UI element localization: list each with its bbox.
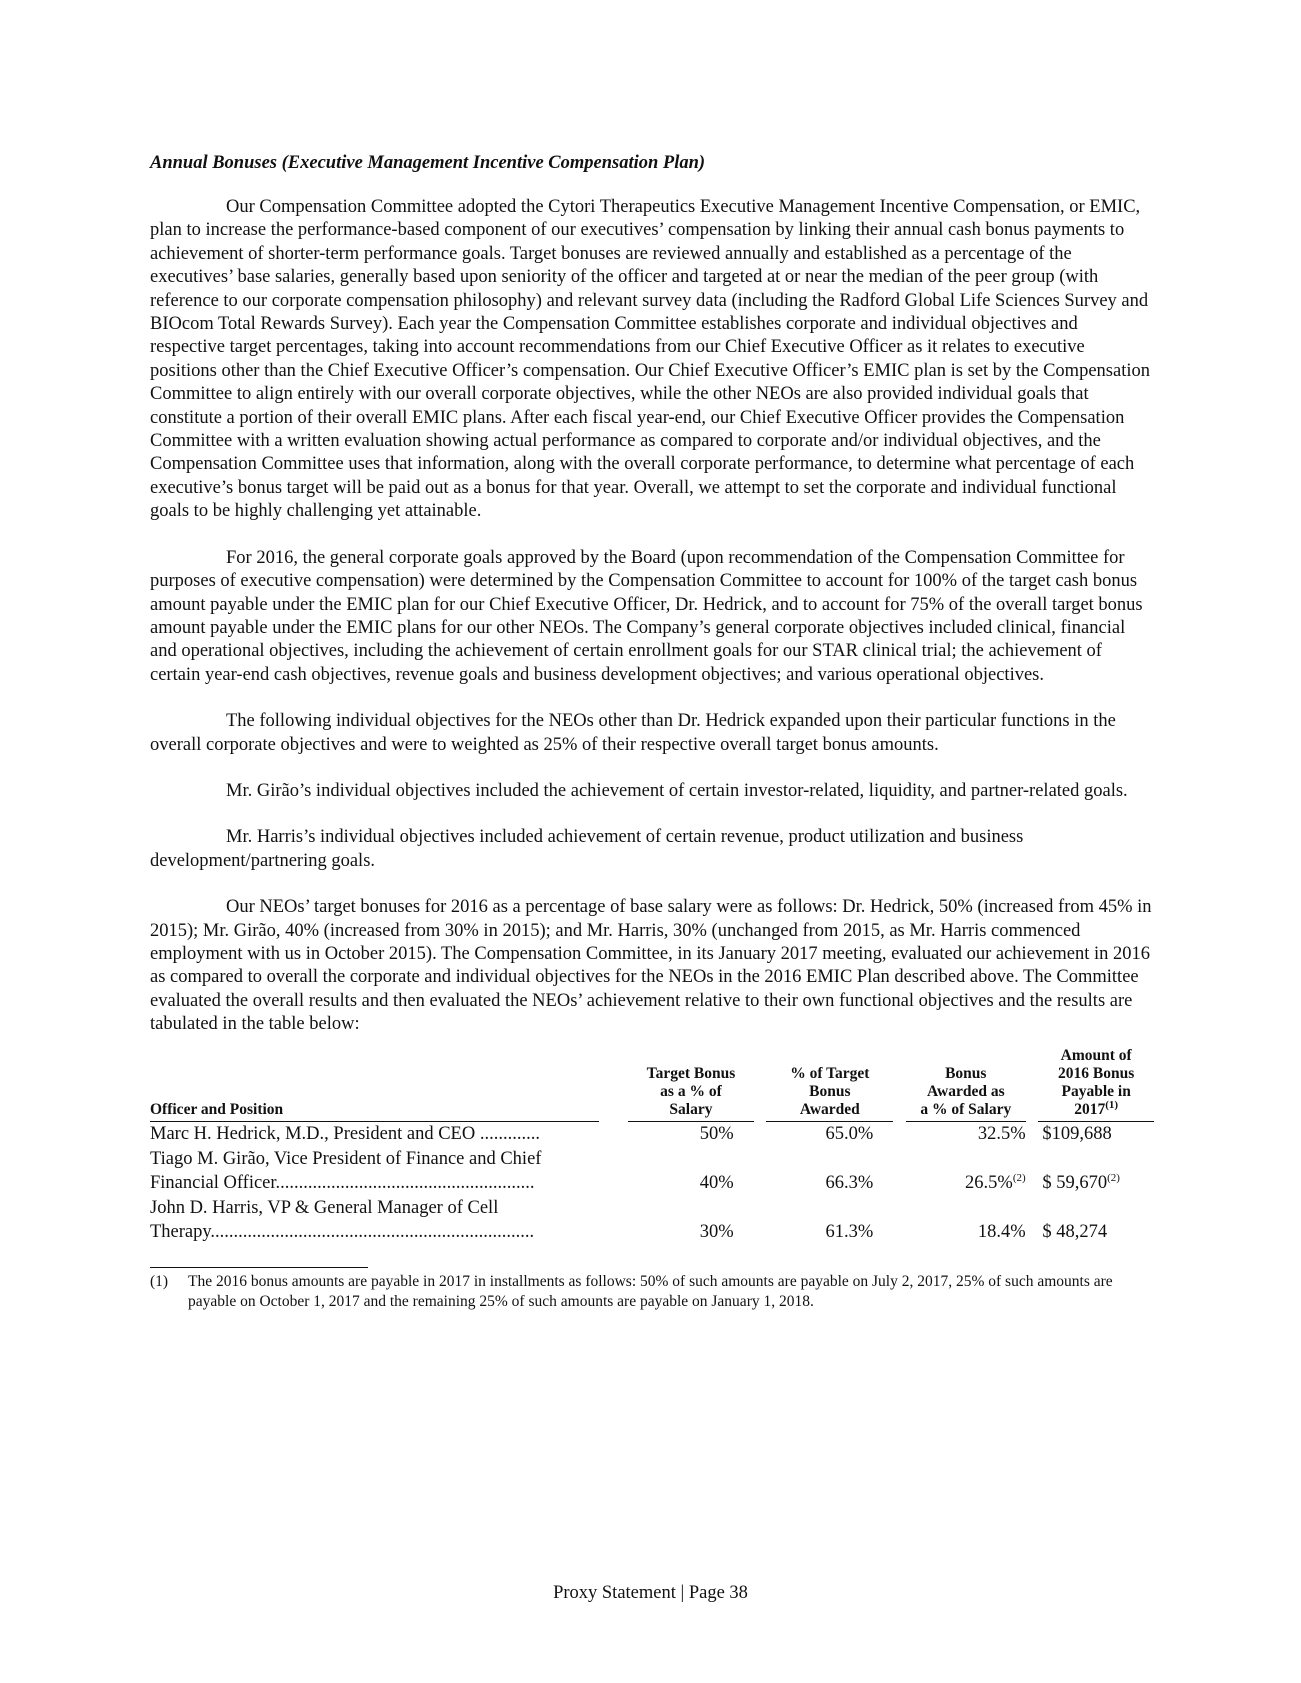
table-row [150, 1196, 1154, 1245]
paragraph-emic-overview: Our Compensation Committee adopted the Cytori Therapeutics Executive Management Incentive Compensation, or EMIC, plan to increase the performance-based component of our executives’ compensation by linking their annual cash bonus payments to achievement of shorter-term performance goals. Target bonuses are reviewed annually and established as a percentage of the executives’ base salaries, generally based upon seniority of the officer and targeted at or near the median of the peer group (with reference to our corporate compensation philosophy) and relevant survey data (including the Radford Global Life Sciences Survey and BIOcom Total Rewards Survey). Each year the Compensation Committee establishes corporate and individual objectives and respective target percentages, taking into account recommendations from our Chief Executive Officer as it relates to executive positions other than the Chief Executive Officer’s compensation. Our Chief Executive Officer’s EMIC plan is set by the Compensation Committee to align entirely with our overall corporate objectives, while the other NEOs are also provided individual goals that constitute a portion of their overall EMIC plans. After each fiscal year-end, our Chief Executive Officer provides the Compensation Committee with a written evaluation showing actual performance as compared to corporate and/or individual objectives, and the Compensation Committee uses that information, along with the overall corporate performance, to determine what percentage of each executive’s bonus target will be paid out as a bonus for that year. Overall, we attempt to set the corporate and individual functional goals to be highly challenging yet attainable. [150, 197, 1150, 522]
pct-target-value: 66.3% [825, 1172, 874, 1193]
amount-value: $ 48,274 [1042, 1221, 1108, 1242]
table-row [150, 1121, 1154, 1147]
table-header-row [150, 1047, 1154, 1122]
footnote [150, 1272, 1154, 1311]
header-target-bonus: Target Bonus as a % of Salary [628, 1047, 754, 1122]
header-amount: Amount of 2016 Bonus Payable in 2017$^{(1)}$ [1038, 1047, 1154, 1122]
officer-name: John D. Harris, VP & General Manager of Cell Therapy...................................................................... [150, 1198, 535, 1242]
bonus-awarded-value: 26.5%$^{(2)}$ [965, 1171, 1026, 1193]
paragraph-target-bonuses: Our NEOs’ target bonuses for 2016 as a percentage of base salary were as follows: Dr. Hedrick, 50% (increased from 45% in 2015); Mr. Girão, 40% (increased from 30% in 2015); and Mr. Harris, 30% (unchanged from 2015, as Mr. Harris commenced employment with us in October 2015). The Compensation Committee, in its January 2017 meeting, evaluated our achievement in 2016 as compared to overall the corporate and individual objectives for the NEOs in the 2016 EMIC Plan described above. The Committee evaluated the overall results and then evaluated the NEOs’ achievement relative to their own functional objectives and the results are tabulated in the table below: [150, 897, 1152, 1035]
target-bonus-value: 40% [699, 1172, 734, 1193]
header-officer: Officer and Position [150, 1047, 599, 1122]
footnote-mark: (1) [150, 1273, 169, 1291]
amount-value: $ 59,670$^{(2)}$ [1042, 1171, 1120, 1193]
bonus-table [150, 1047, 1154, 1246]
paragraph-2016-corporate-goals: For 2016, the general corporate goals approved by the Board (upon recommendation of the Compensation Committee for purposes of executive compensation) were determined by the Compensation Committee to account for 100% of the target cash bonus amount payable under the EMIC plan for our Chief Executive Officer, Dr. Hedrick, and to account for 75% of the overall target bonus amount payable under the EMIC plans for our other NEOs. The Company’s general corporate objectives included clinical, financial and operational objectives, including the achievement of certain enrollment goals for our STAR clinical trial; the achievement of certain year-end cash objectives, revenue goals and business development objectives; and various operational objectives. [150, 547, 1143, 685]
pct-target-value: 65.0% [825, 1123, 874, 1144]
bonus-awarded-value: 18.4% [977, 1221, 1026, 1242]
paragraph-girao-objectives: Mr. Girão’s individual objectives included the achievement of certain investor-related, liquidity, and partner-related goals. [226, 780, 1128, 801]
paragraph-harris-objectives: Mr. Harris’s individual objectives included achievement of certain revenue, product utilization and business development/partnering goals. [150, 827, 1024, 871]
pct-target-value: 61.3% [825, 1221, 874, 1242]
target-bonus-value: 50% [699, 1123, 734, 1144]
table-row [150, 1147, 1154, 1196]
header-bonus-awarded: Bonus Awarded as a % of Salary [906, 1047, 1026, 1122]
header-pct-target: % of Target Bonus Awarded [766, 1047, 893, 1122]
target-bonus-value: 30% [699, 1221, 734, 1242]
footnote-divider [150, 1267, 368, 1268]
amount-value: $109,688 [1042, 1123, 1112, 1144]
document-page [150, 152, 1154, 1311]
paragraph-individual-objectives: The following individual objectives for the NEOs other than Dr. Hedrick expanded upon their particular functions in the overall corporate objectives and were to weighted as 25% of their respective overall target bonus amounts. [150, 711, 1116, 755]
bonus-awarded-value: 32.5% [977, 1123, 1026, 1144]
footnote-text: The 2016 bonus amounts are payable in 2017 in installments as follows: 50% of such amounts are payable on July 2, 2017, 25% of such amounts are payable on October 1, 2017 and the remaining 25% of such amounts are payable on January 1, 2018. [188, 1273, 1113, 1310]
section-heading: Annual Bonuses (Executive Management Incentive Compensation Plan) [150, 153, 706, 173]
officer-name: Tiago M. Girão, Vice President of Finance and Chief Financial Officer........................................................ [150, 1149, 542, 1193]
page-footer: Proxy Statement | Page 38 [553, 1583, 748, 1603]
officer-name: Marc H. Hedrick, M.D., President and CEO ............. [150, 1123, 540, 1144]
